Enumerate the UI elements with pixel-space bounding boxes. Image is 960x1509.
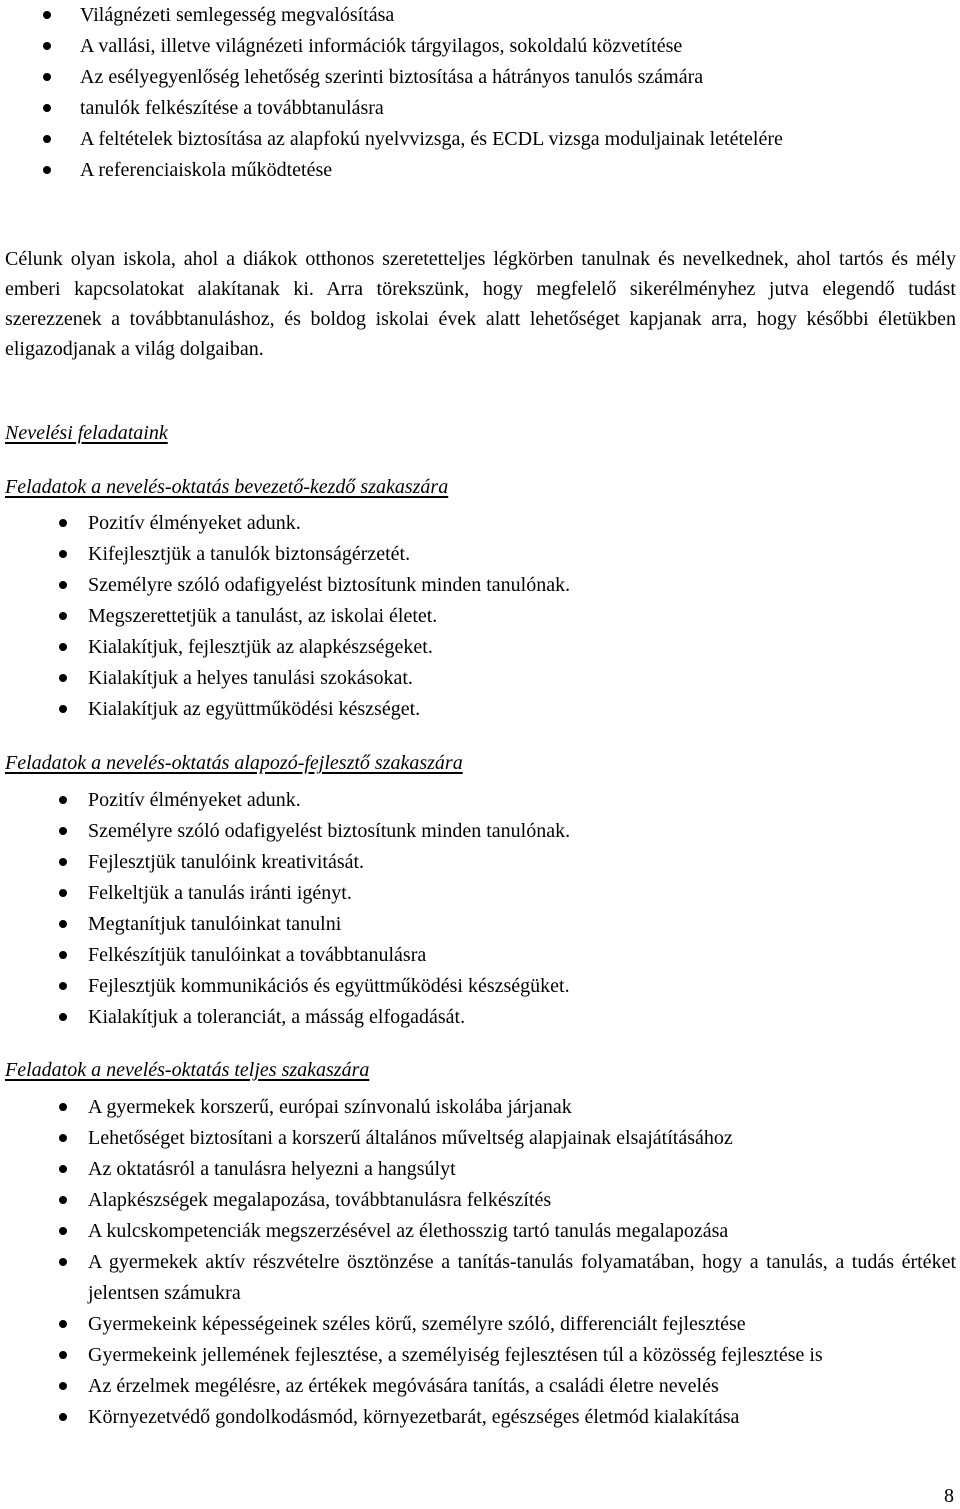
page-number: 8 (944, 1485, 954, 1507)
list-item: Kialakítjuk, fejlesztjük az alapkészségeket. (88, 632, 956, 663)
intro-paragraph: Célunk olyan iskola, ahol a diákok otthonos szeretetteljes légkörben tanulnak és nevelkednek, ahol tartós és mély emberi kapcsolatokat alakítanak ki. Arra törekszünk, hogy megfelelő sikerélményhez jutva elegendő tudást szerezzenek a továbbtanuláshoz, és boldog iskolai évek alatt lehetőséget kapjanak arra, hogy későbbi életükben eligazodjanak a világ dolgaiban. (5, 248, 956, 360)
list-item: Személyre szóló odafigyelést biztosítunk minden tanulónak. (88, 570, 956, 601)
list-item: tanulók felkészítése a továbbtanulásra (80, 93, 956, 124)
intro-phase-list (88, 508, 956, 725)
foundation-phase-list (88, 785, 956, 1033)
list-item: Gyermekeink képességeinek széles körű, személyre szóló, differenciált fejlesztése (88, 1309, 956, 1340)
list-item: Személyre szóló odafigyelést biztosítunk minden tanulónak. (88, 816, 956, 847)
list-item: Felkészítjük tanulóinkat a továbbtanulásra (88, 940, 956, 971)
list-item: Az érzelmek megélésre, az értékek megóvására tanítás, a családi életre nevelés (88, 1371, 956, 1402)
list-item: Pozitív élményeket adunk. (88, 508, 956, 539)
list-item: Kifejlesztjük a tanulók biztonságérzetét. (88, 539, 956, 570)
list-item: Lehetőséget biztosítani a korszerű általános műveltség alapjainak elsajátításához (88, 1123, 956, 1154)
list-item: Kialakítjuk a toleranciát, a másság elfogadását. (88, 1002, 956, 1033)
list-item: Felkeltjük a tanulás iránti igényt. (88, 878, 956, 909)
list-item: A vallási, illetve világnézeti információk tárgyilagos, sokoldalú közvetítése (80, 31, 956, 62)
list-item: Az oktatásról a tanulásra helyezni a hangsúlyt (88, 1154, 956, 1185)
list-item: Megtanítjuk tanulóinkat tanulni (88, 909, 956, 940)
goals-list (80, 0, 956, 186)
full-phase-list (88, 1092, 956, 1433)
subsection-title-intro-phase: Feladatok a nevelés-oktatás bevezető-kezdő szakaszára (5, 476, 449, 498)
list-item: A kulcskompetenciák megszerzésével az élethosszig tartó tanulás megalapozása (88, 1216, 956, 1247)
list-item: Kialakítjuk a helyes tanulási szokásokat. (88, 663, 956, 694)
list-item: Kialakítjuk az együttműködési készséget. (88, 694, 956, 725)
list-item: Fejlesztjük kommunikációs és együttműködési készségüket. (88, 971, 956, 1002)
section-title: Nevelési feladataink (5, 422, 168, 444)
list-item: A gyermekek aktív részvételre ösztönzése a tanítás-tanulás folyamatában, hogy a tanulás, a tudás értéket jelentsen számukra (88, 1247, 956, 1309)
list-item: Alapkészségek megalapozása, továbbtanulásra felkészítés (88, 1185, 956, 1216)
list-item: Pozitív élményeket adunk. (88, 785, 956, 816)
list-item: Fejlesztjük tanulóink kreativitását. (88, 847, 956, 878)
list-item: A gyermekek korszerű, európai színvonalú iskolába járjanak (88, 1092, 956, 1123)
list-item: Környezetvédő gondolkodásmód, környezetbarát, egészséges életmód kialakítása (88, 1402, 956, 1433)
list-item: A feltételek biztosítása az alapfokú nyelvvizsga, és ECDL vizsga moduljainak letételére (80, 124, 956, 155)
subsection-title-foundation-phase: Feladatok a nevelés-oktatás alapozó-fejlesztő szakaszára (5, 752, 463, 774)
list-item: Gyermekeink jellemének fejlesztése, a személyiség fejlesztésen túl a közösség fejlesztése is (88, 1340, 956, 1371)
list-item: Az esélyegyenlőség lehetőség szerinti biztosítása a hátrányos tanulós számára (80, 62, 956, 93)
list-item: Világnézeti semlegesség megvalósítása (80, 0, 956, 31)
subsection-title-full-phase: Feladatok a nevelés-oktatás teljes szakaszára (5, 1059, 370, 1081)
list-item: A referenciaiskola működtetése (80, 155, 956, 186)
list-item: Megszerettetjük a tanulást, az iskolai életet. (88, 601, 956, 632)
